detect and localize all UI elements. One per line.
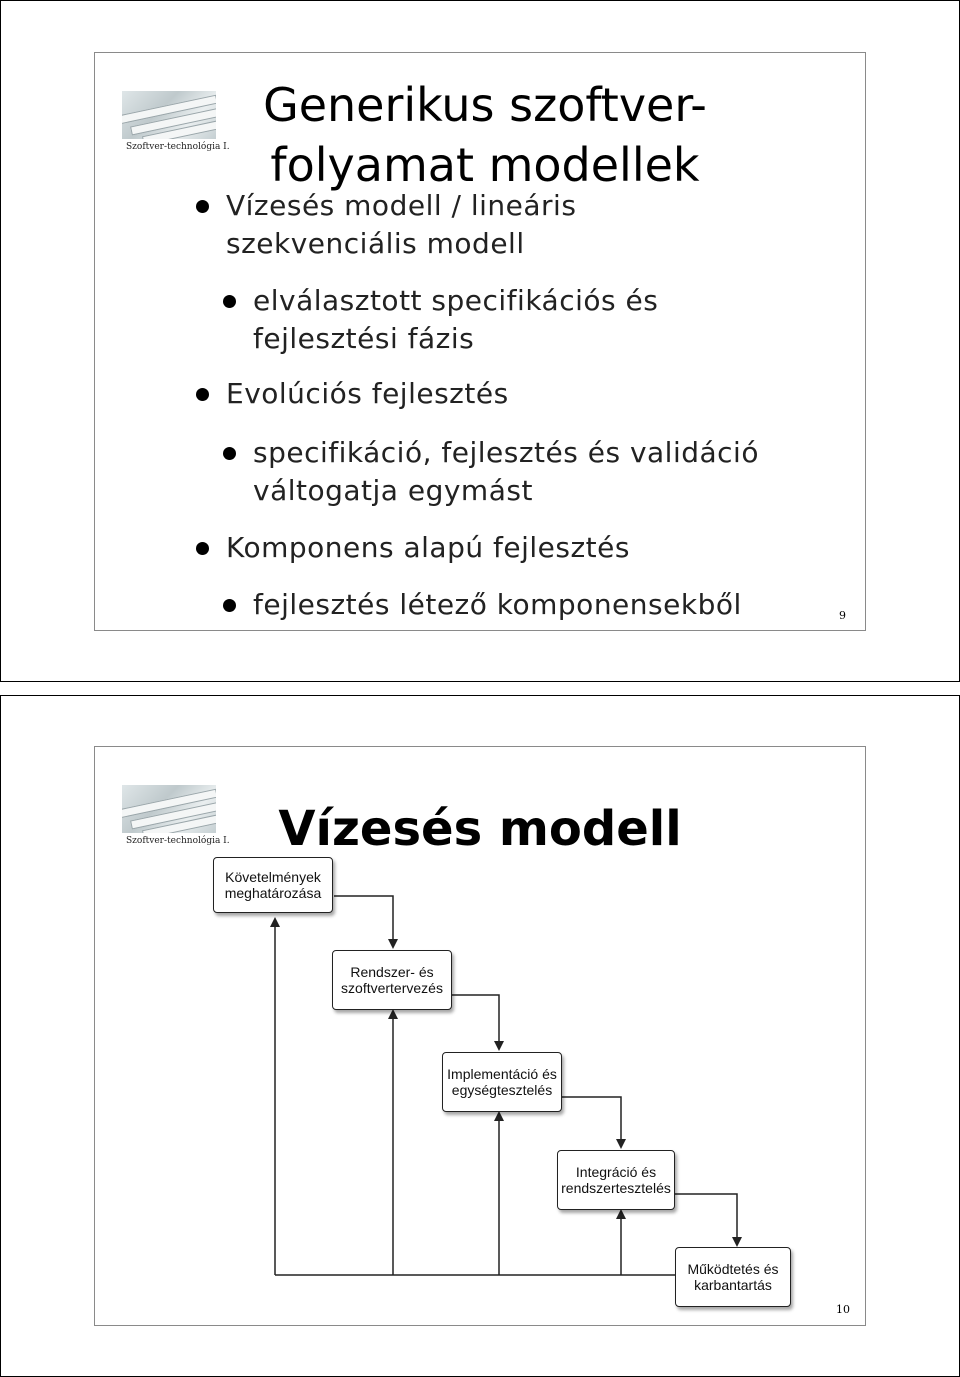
bullet-dot (223, 599, 236, 612)
box-operation (675, 1247, 791, 1307)
bullet-3-sub (253, 586, 742, 624)
bullet-3-line1: Komponens alapú fejlesztés (226, 531, 630, 564)
box-implementation (442, 1052, 562, 1112)
bullet-dot (223, 295, 236, 308)
slide-title-line2: folyamat modellek (270, 138, 700, 192)
arrow-forward-2 (451, 995, 499, 1049)
slide-title (215, 75, 755, 195)
bullet-1-sub-line1: elválasztott specifikációs és (253, 284, 659, 317)
box-implementation-line1: Implementáció és (447, 1066, 557, 1082)
bullet-1-sub (253, 282, 658, 358)
box-integration-line2: rendszertesztelés (561, 1180, 671, 1196)
box-design-line1: Rendszer- és (350, 964, 434, 980)
box-design-line2: szoftvertervezés (341, 980, 443, 996)
waterfall-diagram (95, 747, 867, 1327)
bullet-1 (226, 187, 576, 263)
arrow-forward-1 (334, 896, 393, 947)
slide-2 (94, 746, 866, 1326)
box-integration (557, 1150, 675, 1210)
page-number: 9 (839, 609, 846, 622)
box-integration-line1: Integráció és (575, 1164, 657, 1180)
bullet-2-line1: Evolúciós fejlesztés (226, 377, 509, 410)
slide-title-line1: Generikus szoftver- (263, 78, 707, 132)
bullet-1-sub-line2: fejlesztési fázis (253, 322, 475, 355)
box-operation-line2: karbantartás (694, 1277, 772, 1293)
bullet-2-sub (253, 434, 759, 510)
box-implementation-line2: egységtesztelés (451, 1082, 553, 1098)
box-operation-line1: Működtetés és (687, 1261, 779, 1277)
bullet-3-sub-line1: fejlesztés létező komponensekből (253, 588, 742, 621)
box-requirements-line1: Követelmények (225, 869, 321, 885)
slide-title: Vízesés modell (278, 801, 682, 857)
bullet-1-line2: szekvenciális modell (226, 227, 525, 260)
bullet-2-sub-line2: váltogatja egymást (253, 474, 533, 507)
box-design (332, 950, 452, 1010)
arrow-forward-4 (673, 1194, 737, 1245)
bullet-dot (196, 200, 209, 213)
logo-caption: Szoftver-technológia I. (126, 836, 230, 846)
box-requirements-line2: meghatározása (224, 885, 322, 901)
page-number: 10 (836, 1303, 850, 1316)
logo-caption: Szoftver-technológia I. (126, 142, 230, 152)
box-requirements (213, 857, 333, 913)
bullet-1-line1: Vízesés modell / lineáris (226, 189, 577, 222)
bullet-3 (226, 529, 630, 567)
bullet-dot (223, 447, 236, 460)
slide-1 (94, 52, 866, 631)
bullet-dot (196, 388, 209, 401)
logo-image (122, 91, 216, 139)
arrow-forward-3 (562, 1097, 621, 1147)
bullet-2 (226, 375, 509, 413)
bullet-dot (196, 542, 209, 555)
bullet-2-sub-line1: specifikáció, fejlesztés és validáció (253, 436, 759, 469)
